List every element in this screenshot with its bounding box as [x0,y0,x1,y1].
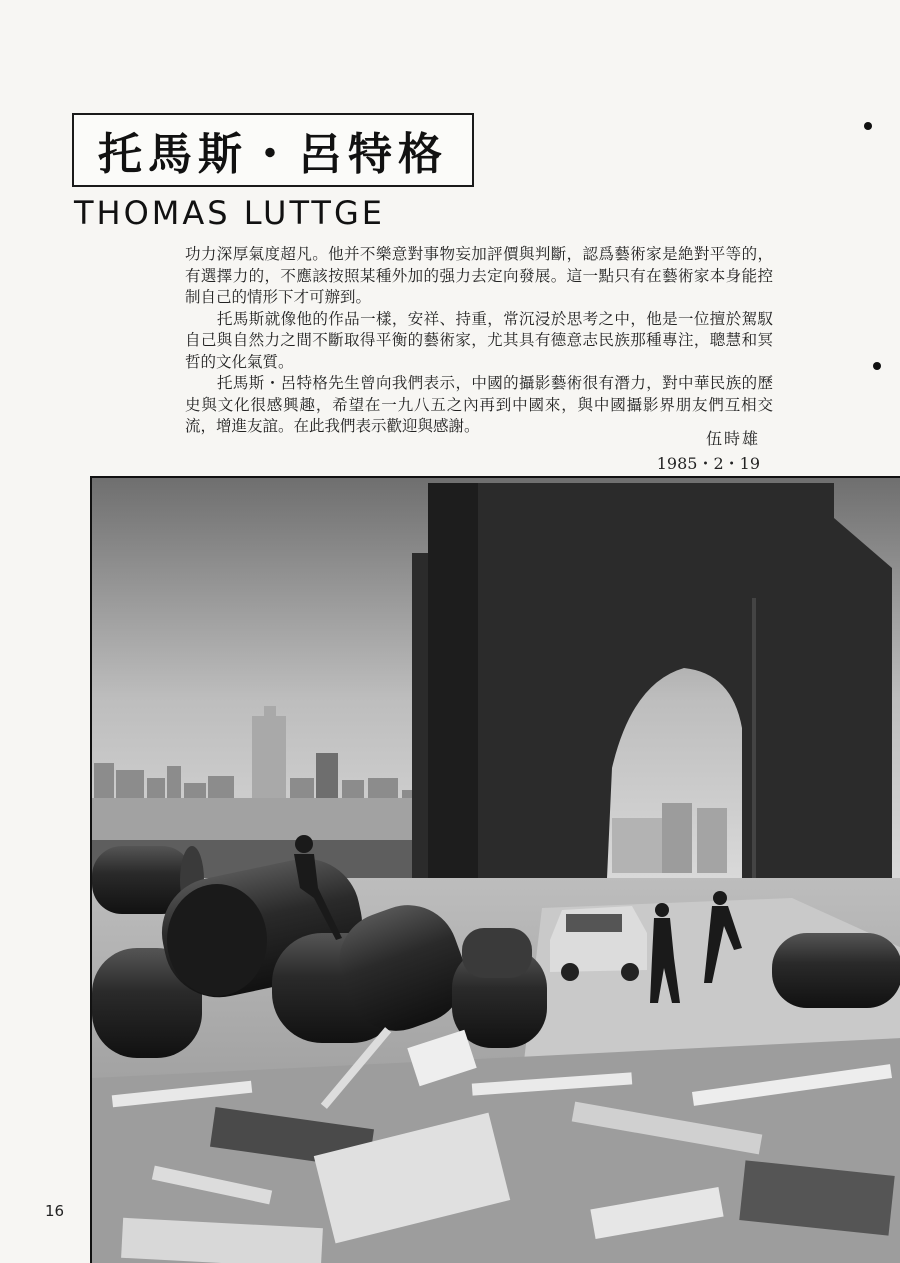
author-signature [657,426,760,474]
paragraph: 托馬斯就像他的作品一樣，安祥、持重，常沉浸於思考之中，他是一位擅於駕馭自己與自然力之間不斷取得平衡的藝術家，尤其具有德意志民族那種專注，聰慧和冥哲的文化氣質。 [185,309,773,371]
title-box [72,113,474,187]
bridge-photograph [90,476,900,1263]
author-name: 伍時雄 [705,429,760,448]
paragraph: 功力深厚氣度超凡。他并不樂意對事物妄加評價與判斷，認爲藝術家是絶對平等的，有選擇力的，不應該按照某種外加的强力去定向發展。這一點只有在藝術家本身能控制自己的情形下才可辦到。 [185,245,773,306]
binding-hole-dot [873,362,881,370]
binding-hole-dot [864,122,872,130]
bridge-column-edge [752,598,756,878]
article-date: 1985・2・19 [656,454,760,473]
bridge-pier-shadow [428,483,478,883]
abandoned-car [550,906,647,981]
english-title: THOMAS LUTTGE [74,194,385,232]
paragraph: 托馬斯・呂特格先生曾向我們表示，中國的攝影藝術很有潛力，對中華民族的歷史與文化很感興趣，希望在一九八五之內再到中國來，與中國攝影界朋友們互相交流，增進友誼。在此我們表示歡迎與感謝。 [185,374,773,435]
photo-illustration [92,478,900,1263]
page-number: 16 [45,1202,65,1220]
chinese-title: 托馬斯・呂特格 [98,129,448,180]
article-body [185,244,773,438]
